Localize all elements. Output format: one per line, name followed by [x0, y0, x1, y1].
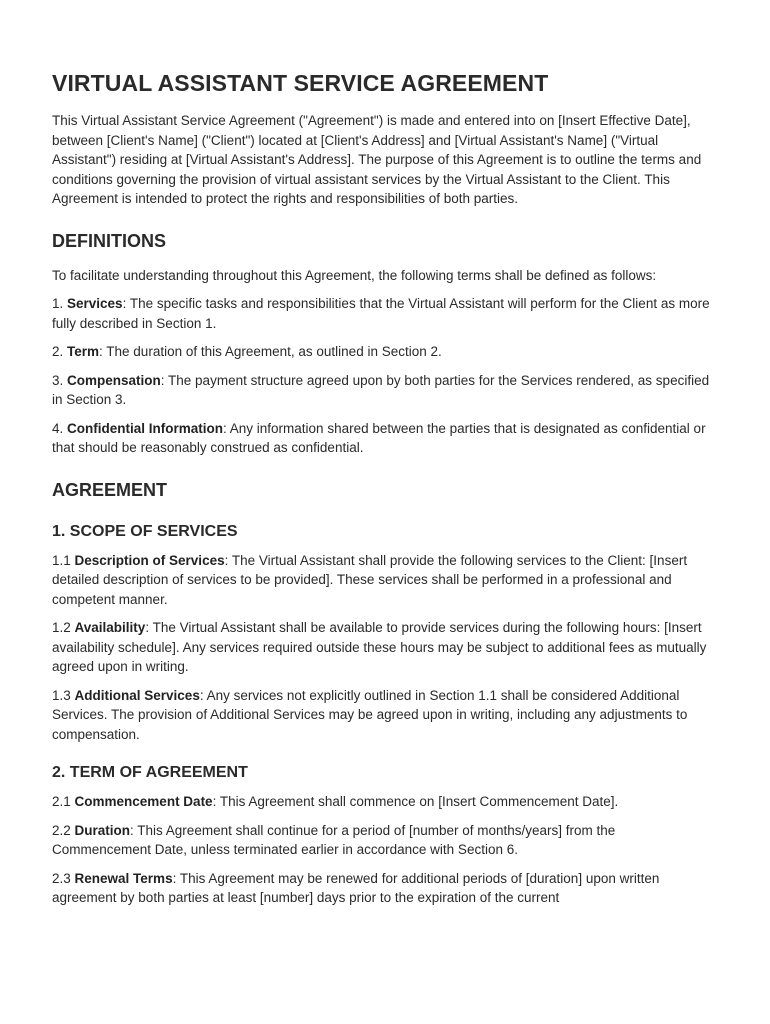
item-term: Commencement Date	[74, 794, 213, 809]
item-number: 2.1	[52, 794, 75, 809]
definition-item	[52, 294, 718, 333]
item-number: 4.	[52, 420, 68, 436]
clause-item	[52, 551, 718, 610]
item-text: : This Agreement shall commence on [Insert Commencement Date].	[212, 794, 619, 809]
item-text: : The Virtual Assistant shall be available to provide services during the following hours: [Insert availability schedule]. Any services required outside these hours may be subject to additional fees as mutually agreed upon in writing.	[52, 620, 707, 674]
item-term: Compensation	[67, 372, 161, 388]
clause-item	[52, 792, 718, 812]
item-term: Confidential Information	[67, 420, 224, 436]
item-number: 1.3	[52, 687, 75, 703]
definitions-heading: DEFINITIONS	[52, 230, 167, 251]
section-heading: 2. TERM OF AGREEMENT	[52, 764, 248, 781]
definition-item	[52, 419, 718, 458]
item-number: 1.	[52, 296, 68, 311]
definition-item	[52, 342, 718, 362]
item-term: Term	[67, 344, 100, 359]
clause-item	[52, 869, 718, 908]
definition-item	[52, 371, 718, 410]
section-heading: 1. SCOPE OF SERVICES	[52, 522, 238, 540]
item-text: : The Virtual Assistant shall provide the following services to the Client: [Insert detailed description of services to be provided]. These services shall be performed in a professional and competent manner.	[52, 552, 688, 607]
item-number: 1.1	[52, 552, 75, 568]
item-text: : The payment structure agreed upon by both parties for the Services rendered, as specified in Section 3.	[52, 372, 710, 407]
item-term: Renewal Terms	[74, 870, 173, 886]
agreement-heading: AGREEMENT	[52, 479, 168, 500]
item-number: 2.3	[52, 870, 75, 886]
clause-item	[52, 618, 718, 677]
document-title: VIRTUAL ASSISTANT SERVICE AGREEMENT	[52, 70, 549, 96]
intro-paragraph: This Virtual Assistant Service Agreement ("Agreement") is made and entered into on [Insert Effective Date], between [Client's Name] ("Client") located at [Client's Address] and [Virtual Assistant's Name] ("Virtual Assistant") residing at [Virtual Assistant's Address]. The purpose of this Agreement is to outline the terms and conditions governing the provision of virtual assistant services by the Virtual Assistant to the Client. This Agreement is intended to protect the rights and responsibilities of both parties.	[52, 113, 702, 206]
definitions-lead: To facilitate understanding throughout this Agreement, the following terms shall be defined as follows:	[52, 267, 657, 283]
item-text: : This Agreement may be renewed for additional periods of [duration] upon written agreement by both parties at least [number] days prior to the expiration of the current	[52, 870, 660, 905]
item-text: : The specific tasks and responsibilities that the Virtual Assistant will perform for the Client as more fully described in Section 1.	[52, 296, 710, 331]
item-number: 2.	[52, 344, 68, 359]
item-term: Description of Services	[74, 552, 225, 568]
document-page	[52, 70, 718, 917]
clause-item	[52, 686, 718, 745]
item-text: : Any information shared between the parties that is designated as confidential or that should be reasonably construed as confidential.	[52, 420, 706, 455]
item-number: 3.	[52, 372, 68, 388]
item-term: Availability	[74, 620, 146, 635]
item-number: 1.2	[52, 620, 75, 635]
item-text: : This Agreement shall continue for a period of [number of months/years] from the Commencement Date, unless terminated earlier in accordance with Section 6.	[52, 822, 616, 857]
item-text: : The duration of this Agreement, as outlined in Section 2.	[99, 344, 442, 359]
item-term: Additional Services	[74, 687, 200, 703]
item-term: Services	[67, 296, 123, 311]
clause-item	[52, 821, 718, 860]
item-term: Duration	[74, 822, 131, 838]
item-number: 2.2	[52, 822, 75, 838]
item-text: : Any services not explicitly outlined in Section 1.1 shall be considered Additional Services. The provision of Additional Services may be agreed upon in writing, including any adjustments to compensation.	[52, 687, 688, 742]
